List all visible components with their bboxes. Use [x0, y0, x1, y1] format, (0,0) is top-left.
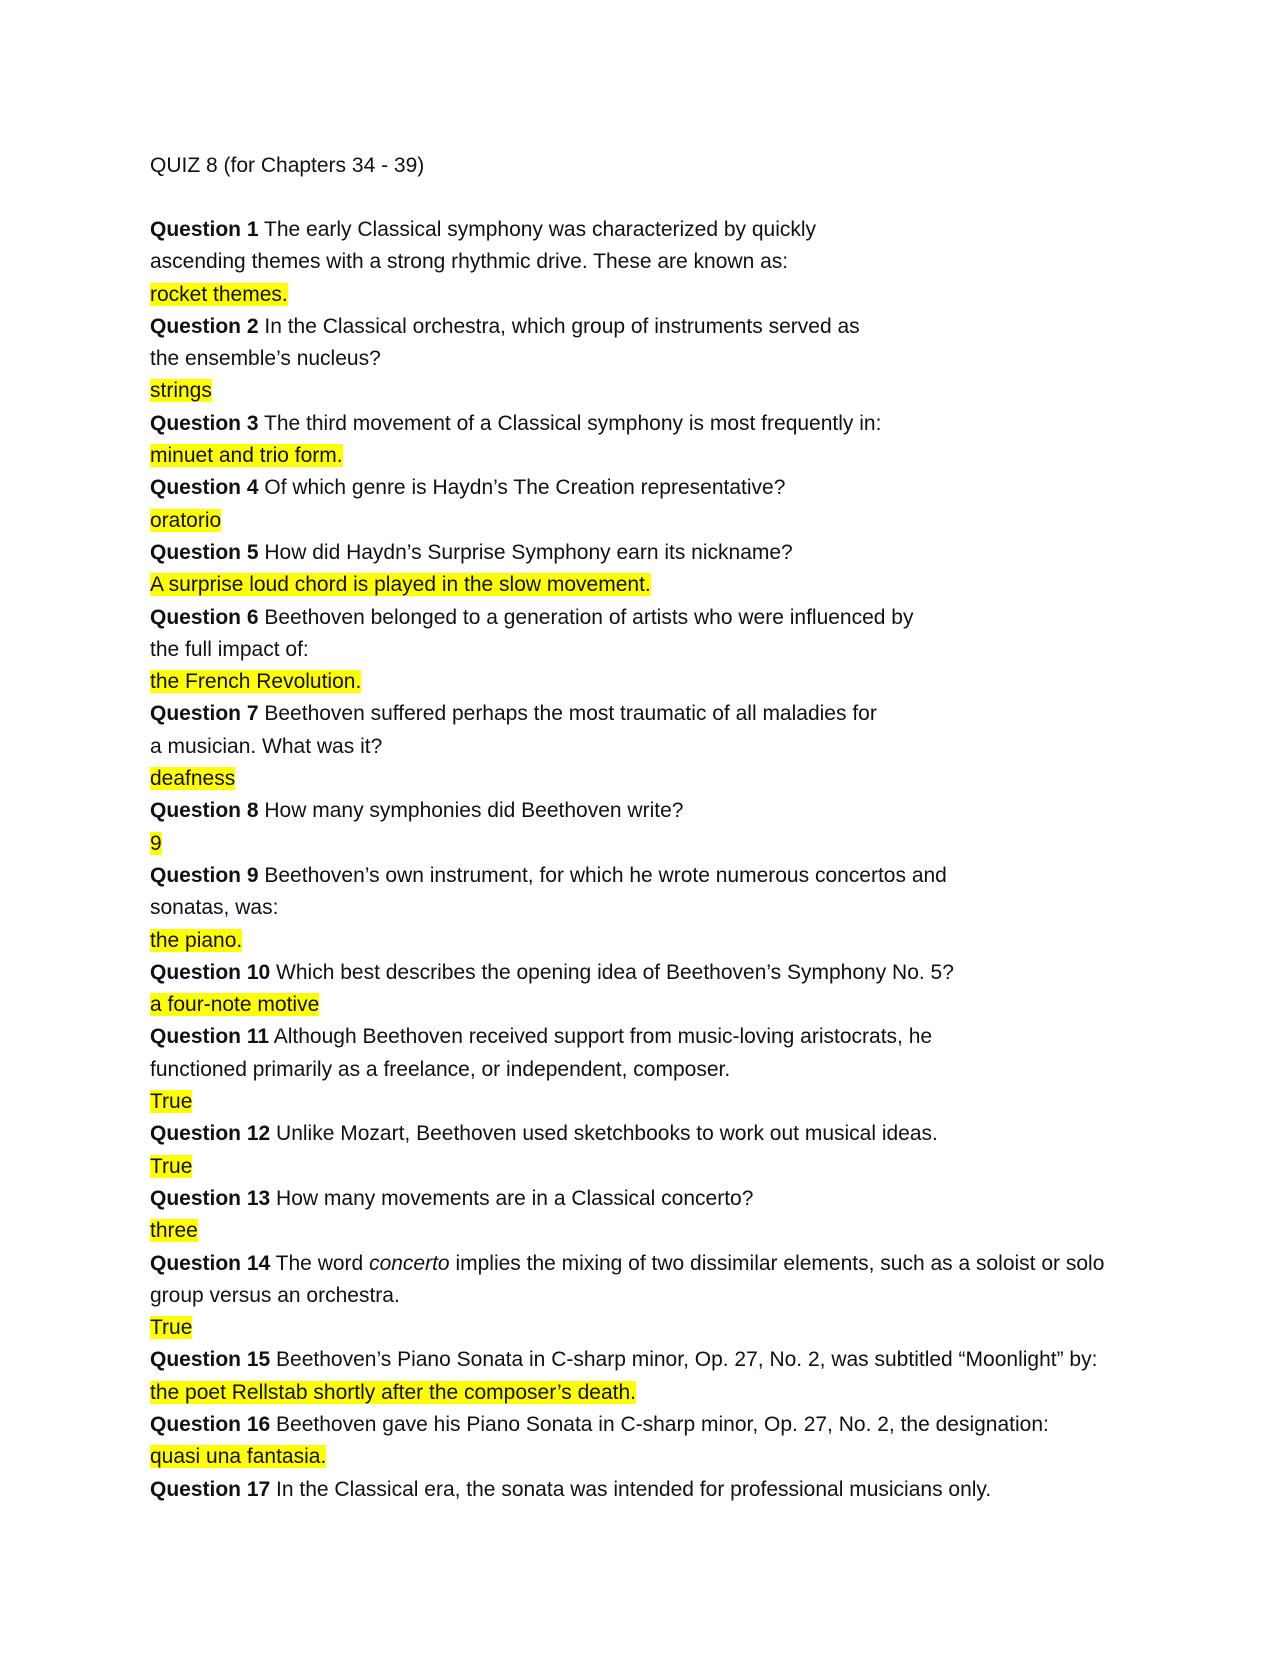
question-label: Question 1 — [150, 218, 259, 241]
answer-highlight: True — [150, 1154, 193, 1178]
question-11 — [150, 1021, 1150, 1118]
question-text — [150, 1183, 1150, 1215]
answer — [150, 1086, 1150, 1118]
question-text — [150, 860, 950, 925]
question-text — [150, 795, 1150, 827]
answer — [150, 279, 1150, 311]
question-label: Question 4 — [150, 476, 259, 500]
question-text — [150, 1474, 1150, 1506]
question-label: Question 5 — [150, 540, 259, 564]
question-body: Of which genre is Haydn’s The Creation representative? — [264, 476, 786, 500]
question-body: Beethoven’s Piano Sonata in C-sharp minor, Op. 27, No. 2, was subtitled “Moonlight” by: — [276, 1348, 1098, 1372]
question-14 — [150, 1248, 1150, 1345]
question-15 — [150, 1344, 1150, 1409]
answer-highlight: 9 — [150, 831, 162, 855]
question-text — [150, 1248, 1110, 1313]
answer-highlight: rocket themes. — [150, 282, 288, 306]
answer-highlight: three — [150, 1219, 198, 1243]
question-text — [150, 311, 890, 376]
question-body: Beethoven suffered perhaps the most traumatic of all maladies for a musician. What was it? — [150, 702, 877, 758]
document-page — [150, 150, 1150, 1506]
question-body: Which best describes the opening idea of Beethoven’s Symphony No. 5? — [276, 960, 954, 984]
question-8 — [150, 795, 1150, 860]
question-16 — [150, 1409, 1150, 1474]
quiz-title: QUIZ 8 (for Chapters 34 - 39) — [150, 154, 425, 177]
answer — [150, 666, 1150, 698]
question-label: Question 12 — [150, 1122, 271, 1146]
question-text — [150, 698, 890, 763]
answer — [150, 569, 1150, 601]
question-body: How did Haydn’s Surprise Symphony earn its nickname? — [264, 540, 793, 564]
answer-highlight: quasi una fantasia. — [150, 1445, 327, 1469]
question-text — [150, 1409, 1150, 1441]
question-body-before: The word — [275, 1251, 364, 1275]
answer-highlight: oratorio — [150, 508, 222, 532]
question-label: Question 17 — [150, 1477, 271, 1501]
answer-highlight: the poet Rellstab shortly after the composer’s death. — [150, 1380, 636, 1404]
answer — [150, 763, 1150, 795]
answer-highlight: True — [150, 1316, 193, 1340]
answer — [150, 989, 1150, 1021]
question-3 — [150, 408, 1150, 473]
question-text — [150, 1344, 1150, 1376]
question-6 — [150, 602, 1150, 699]
question-text — [150, 1021, 950, 1086]
question-text — [150, 472, 1150, 504]
question-body: Unlike Mozart, Beethoven used sketchbooks to work out musical ideas. — [276, 1122, 938, 1146]
answer — [150, 1215, 1150, 1247]
question-label: Question 2 — [150, 314, 259, 338]
question-label: Question 10 — [150, 960, 271, 984]
question-body: In the Classical era, the sonata was intended for professional musicians only. — [276, 1477, 992, 1501]
question-1 — [150, 214, 1150, 311]
question-body: In the Classical orchestra, which group of instruments served as the ensemble’s nucleus? — [150, 314, 860, 371]
question-body-italic: concerto — [369, 1251, 450, 1275]
question-7 — [150, 698, 1150, 795]
question-text — [150, 1118, 1150, 1150]
question-body: Beethoven belonged to a generation of artists who were influenced by the full impact of: — [150, 605, 914, 661]
answer-highlight: the French Revolution. — [150, 670, 362, 694]
answer-highlight: minuet and trio form. — [150, 444, 343, 468]
question-5 — [150, 537, 1150, 602]
question-label: Question 9 — [150, 863, 259, 887]
answer — [150, 1151, 1150, 1183]
question-text — [150, 408, 1150, 440]
answer-highlight: strings — [150, 379, 212, 403]
question-12 — [150, 1118, 1150, 1183]
question-10 — [150, 957, 1150, 1022]
answer-highlight: True — [150, 1090, 193, 1114]
question-body-after: implies the mixing of two dissimilar elements, such as a soloist or solo group versus an orchestra. — [150, 1251, 1105, 1307]
question-text — [150, 537, 1150, 569]
answer — [150, 375, 1150, 407]
question-label: Question 14 — [150, 1251, 271, 1275]
question-body: Beethoven’s own instrument, for which he wrote numerous concertos and sonatas, was: — [150, 863, 947, 920]
question-label: Question 13 — [150, 1186, 271, 1210]
question-label: Question 16 — [150, 1412, 271, 1436]
answer-highlight: the piano. — [150, 928, 243, 952]
question-label: Question 8 — [150, 799, 259, 823]
question-label: Question 7 — [150, 702, 259, 726]
answer-highlight: deafness — [150, 767, 236, 791]
question-2 — [150, 311, 1150, 408]
question-body: Although Beethoven received support from music-loving aristocrats, he functioned primarily as a freelance, or independent, composer. — [150, 1025, 933, 1081]
question-label: Question 6 — [150, 605, 259, 629]
question-body: The third movement of a Classical symphony is most frequently in: — [264, 411, 882, 435]
answer — [150, 440, 1150, 472]
answer — [150, 1377, 1150, 1409]
question-17 — [150, 1474, 1150, 1506]
question-body: The early Classical symphony was characterized by quickly ascending themes with a strong rhythmic drive. These are known as: — [150, 218, 817, 274]
answer — [150, 1312, 1150, 1344]
question-label: Question 3 — [150, 411, 259, 435]
question-text — [150, 214, 890, 279]
question-13 — [150, 1183, 1150, 1248]
question-text — [150, 957, 1150, 989]
answer-highlight: A surprise loud chord is played in the slow movement. — [150, 573, 651, 597]
question-9 — [150, 860, 1150, 957]
question-text — [150, 602, 945, 667]
answer — [150, 828, 1150, 860]
answer — [150, 505, 1150, 537]
answer — [150, 1441, 1150, 1473]
question-body: Beethoven gave his Piano Sonata in C-sharp minor, Op. 27, No. 2, the designation: — [276, 1412, 1049, 1436]
question-label: Question 11 — [150, 1025, 270, 1049]
question-4 — [150, 472, 1150, 537]
answer — [150, 925, 1150, 957]
answer-highlight: a four-note motive — [150, 993, 320, 1017]
question-body: How many movements are in a Classical concerto? — [276, 1186, 754, 1210]
question-label: Question 15 — [150, 1348, 271, 1372]
question-body: How many symphonies did Beethoven write? — [264, 799, 684, 823]
